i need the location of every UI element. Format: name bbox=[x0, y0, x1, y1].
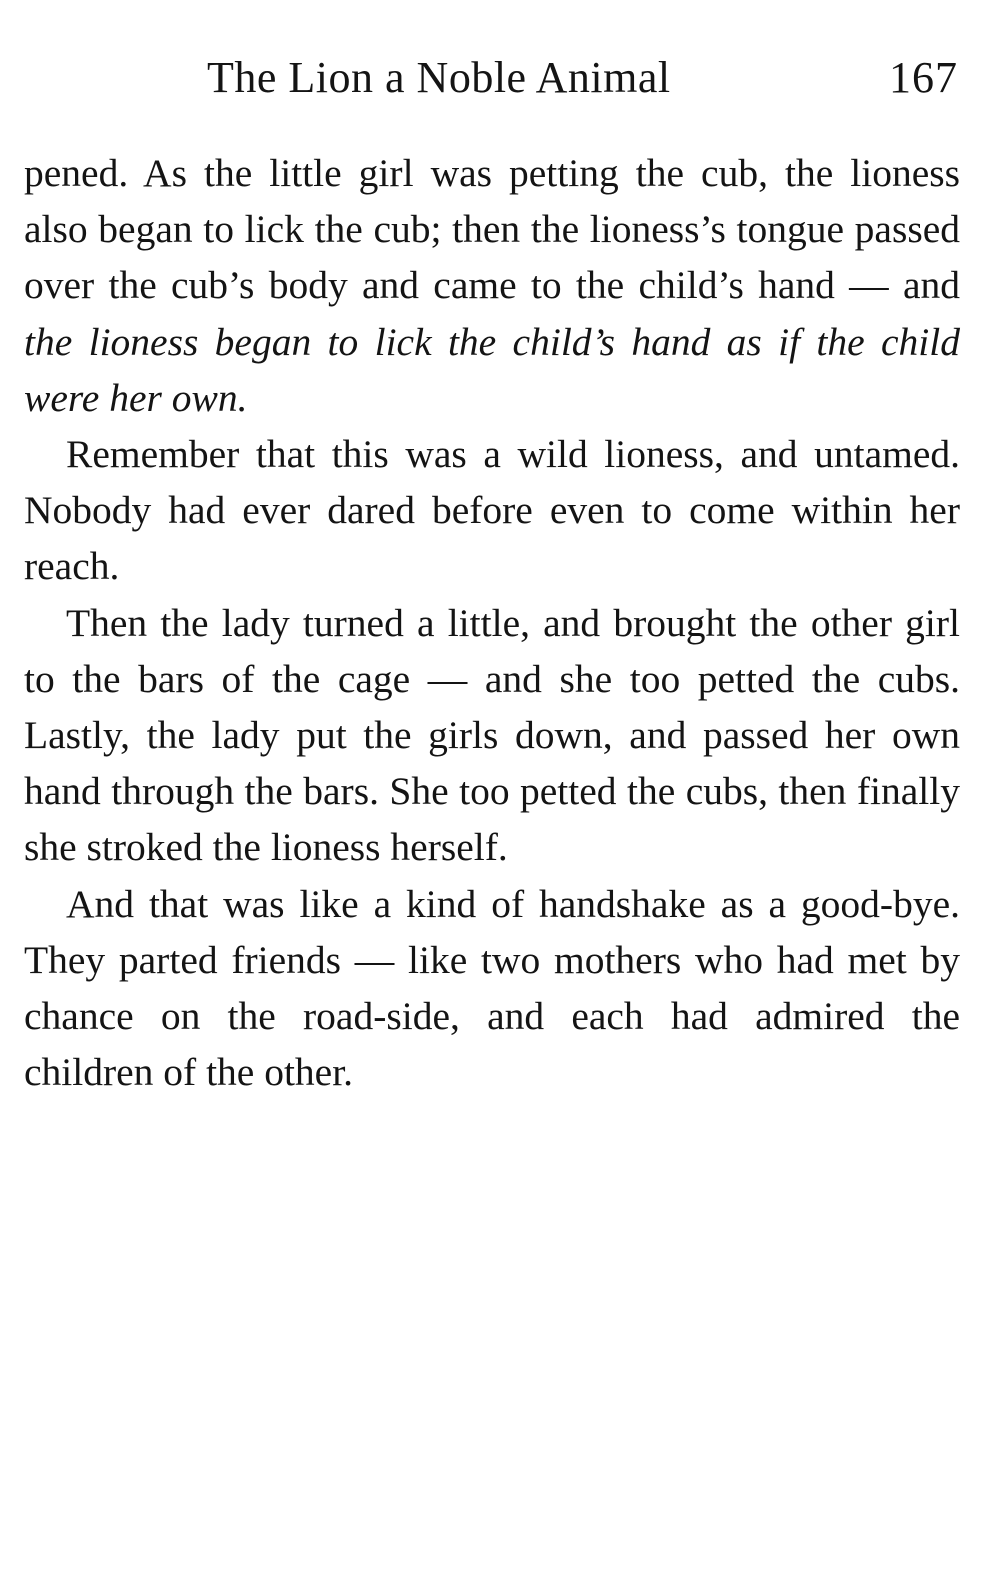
page-number: 167 bbox=[889, 53, 958, 102]
paragraph: And that was like a kind of handshake as a good-bye. They parted friends — like two mothers who had met by chance on the road-side, and each had admired the children of the other. bbox=[24, 881, 960, 1095]
paragraph-text: pened. As the little girl was petting the cub, the lioness also began to lick the cub; then the lioness’s tongue passed over the cub’s body and came to the child’s hand — and bbox=[24, 151, 960, 308]
paragraph: Remember that this was a wild lioness, and untamed. Nobody had ever dared before even to come within her reach. bbox=[24, 432, 960, 589]
running-title: The Lion a Noble Animal bbox=[207, 53, 671, 102]
italic-passage: the lioness began to lick the child’s hand as if the child were her own. bbox=[24, 319, 960, 420]
paragraph-continued bbox=[24, 145, 960, 426]
running-head bbox=[0, 52, 1000, 112]
paragraph: Then the lady turned a little, and brought the other girl to the bars of the cage — and she too petted the cubs. Lastly, the lady put the girls down, and passed her own hand through the bars. She too petted the cubs, then finally she stroked the lioness herself. bbox=[24, 600, 960, 870]
body-text bbox=[24, 145, 960, 1100]
